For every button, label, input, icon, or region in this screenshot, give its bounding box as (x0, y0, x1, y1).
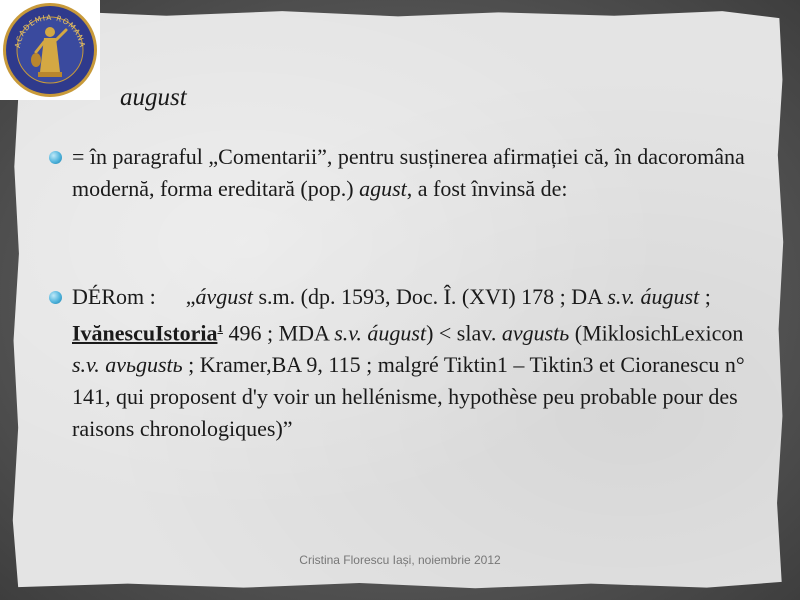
bullet-comentarii (72, 141, 760, 205)
sv-ref-2: s.v. áugust (334, 320, 427, 346)
slide-title: august (120, 84, 187, 111)
derom-text-4: ) < slav. (426, 320, 502, 346)
derom-text-6: ; Kramer,BA 9, 115 ; malgré Tiktin1 – Tiktin3 et Cioranescu n° 141, qui proposent d'y voir un hellénisme, hypothèse peu probable pour des raisons chronologiques)” (72, 352, 745, 442)
ivanescu-link[interactable]: IvănescuIstoria (72, 320, 218, 346)
bullet1-text-end: , a fost învinsă de: (406, 176, 568, 201)
slavic-term: avgustь (501, 320, 570, 346)
ivanescu-sup: 1 (217, 323, 223, 335)
bullet-dot-icon (49, 151, 62, 164)
bullet1-term: agust (359, 176, 407, 201)
bullet-dot-icon (49, 291, 62, 304)
derom-text-1: s.m. (dp. 1593, Doc. Î. (XVI) 178 ; DA (252, 284, 608, 309)
seal-text: ACADEMIA ROMANA (12, 12, 88, 49)
derom-term: ávgust (195, 284, 253, 309)
bullet-derom (72, 281, 760, 445)
derom-text-3: 496 ; MDA (222, 320, 335, 346)
academia-romana-logo (0, 0, 100, 100)
sv-ref-3: s.v. avьgustь (72, 352, 183, 378)
derom-text-5: (MiklosichLexicon (569, 320, 744, 346)
bullet1-text: = în paragraful „Comentarii”, pentru susținerea afirmației că, în dacoromâna modernă, forma ereditară (pop.) (72, 144, 745, 201)
quote-open: „ (185, 284, 196, 309)
derom-label: DÉRom : (72, 284, 156, 309)
seal-icon (0, 0, 100, 100)
derom-text-2: ; (699, 284, 711, 309)
slide-footer: Cristina Florescu Iași, noiembrie 2012 (299, 553, 501, 567)
sv-ref-1: s.v. áugust (607, 284, 700, 309)
